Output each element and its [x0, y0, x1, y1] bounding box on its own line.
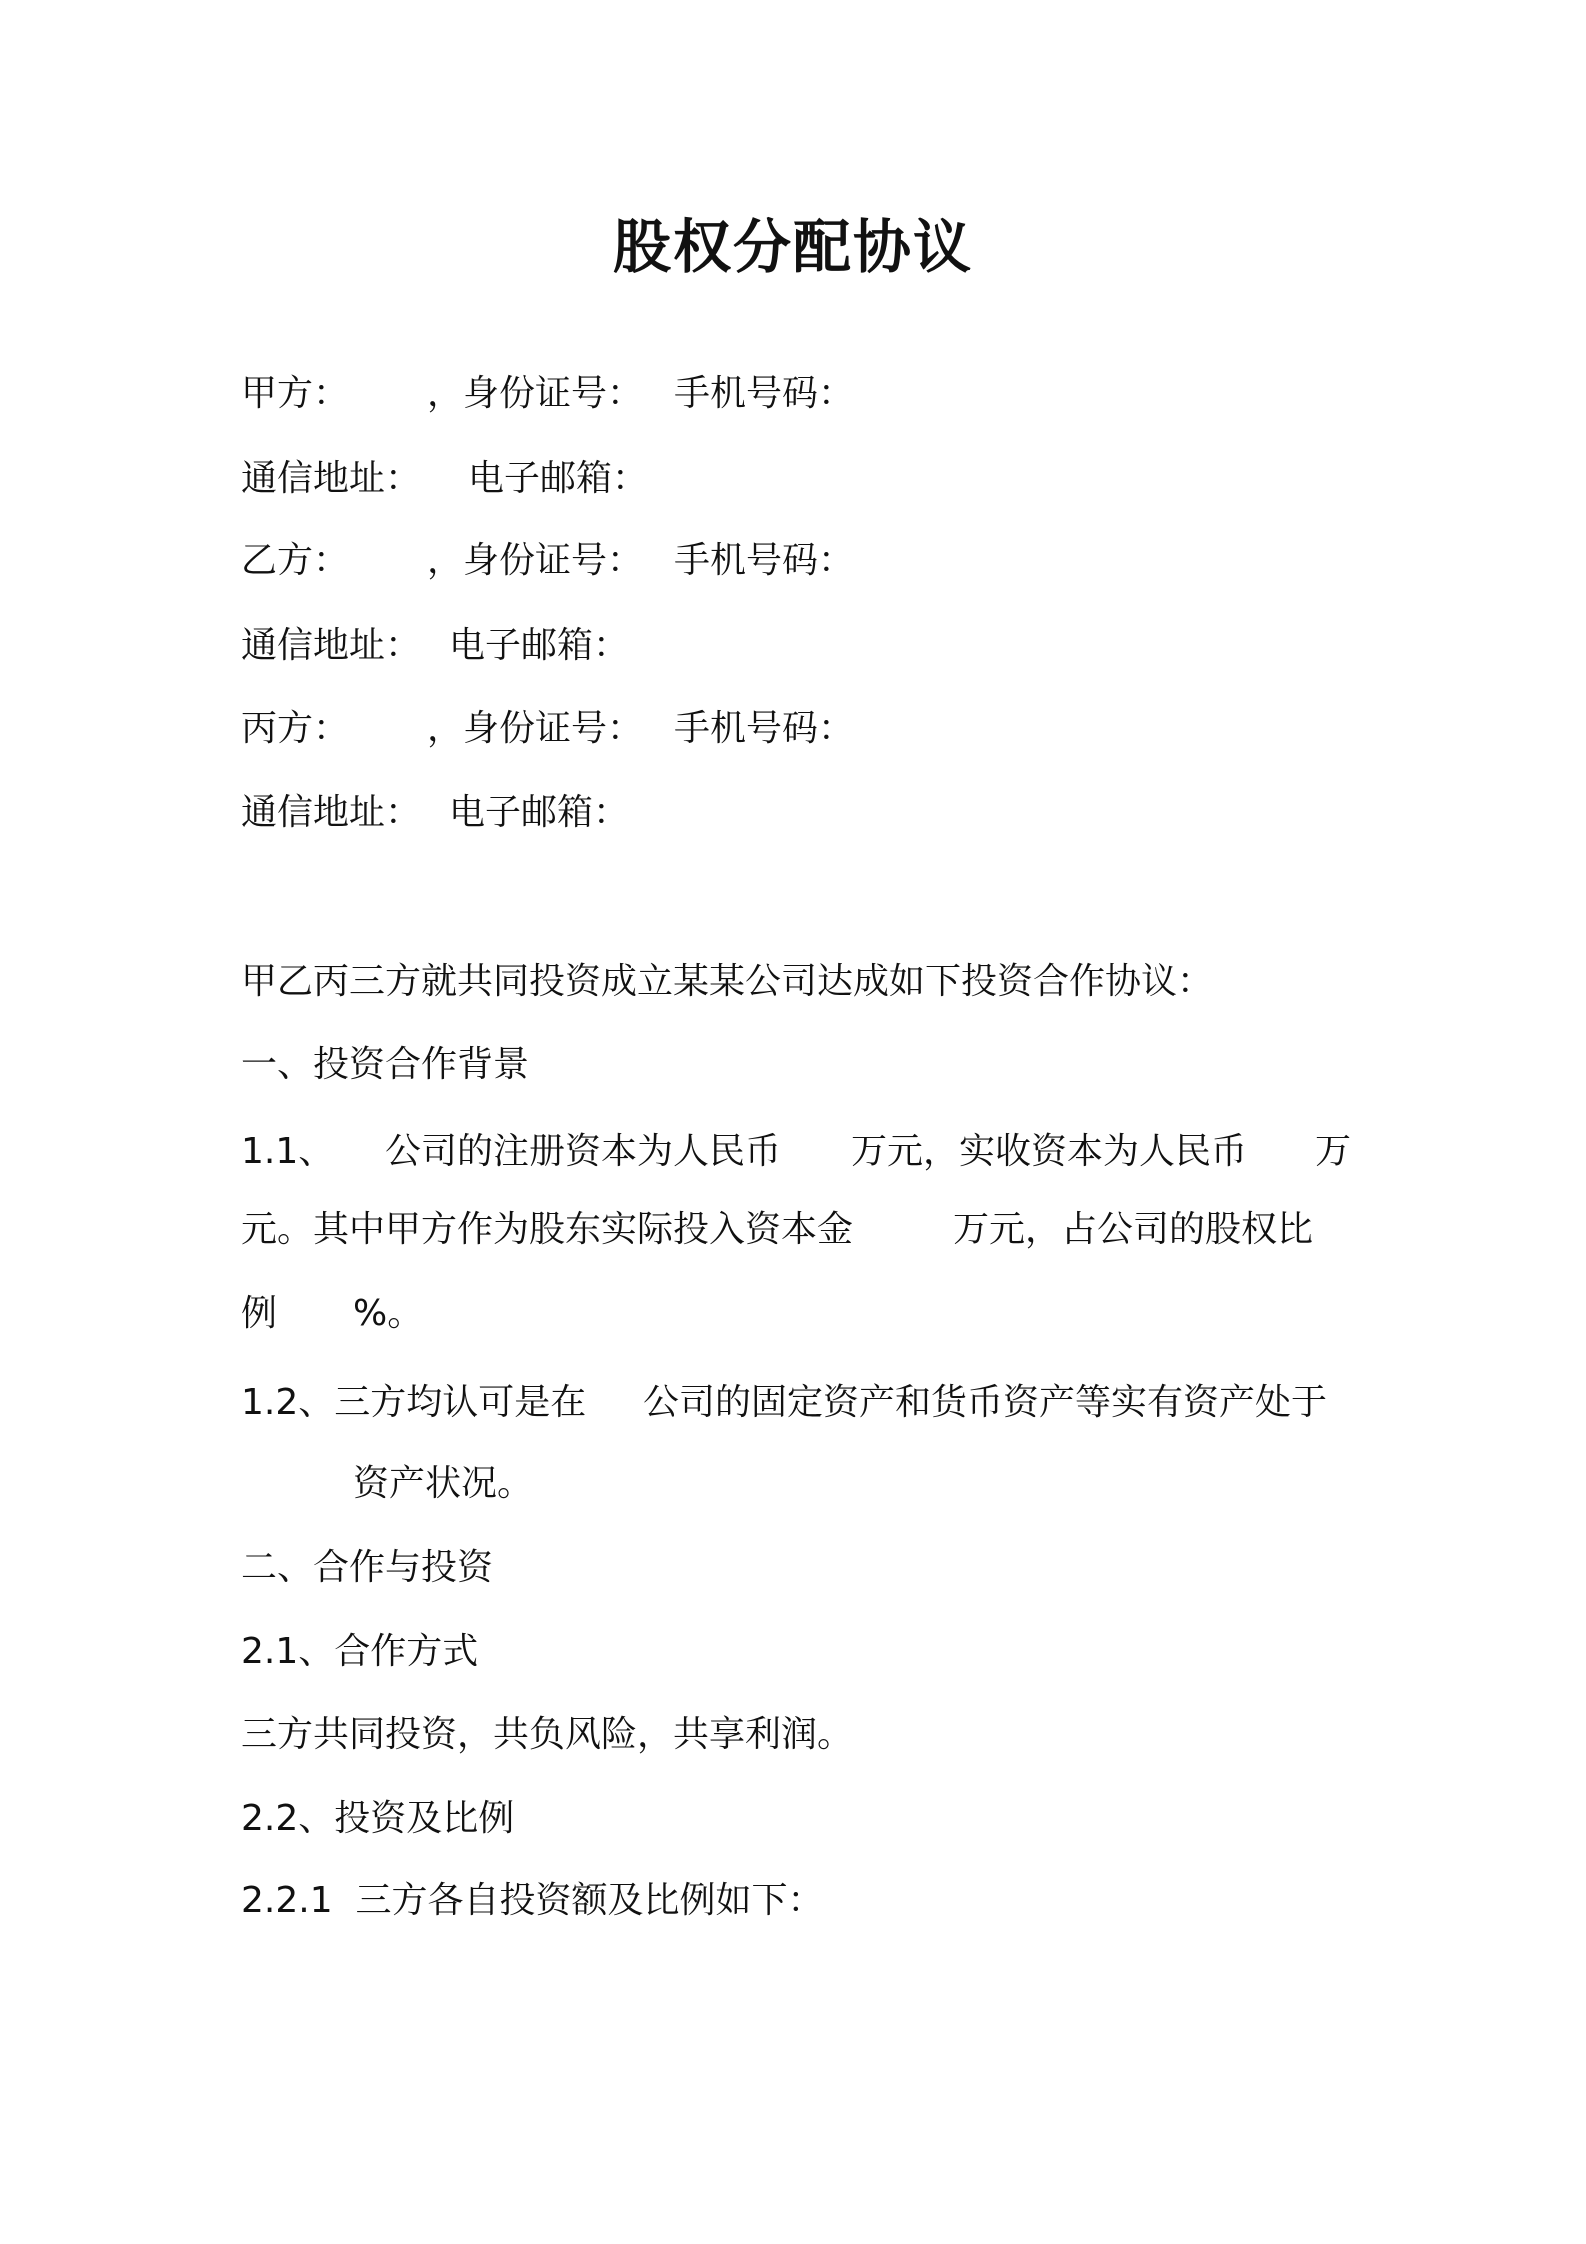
- party-c-name-label: 丙方：: [241, 708, 350, 749]
- party-c-contact-line: [241, 789, 1361, 981]
- party-a-address-label: 通信地址：: [241, 458, 422, 499]
- party-b-email-label: 电子邮箱：: [449, 625, 630, 666]
- section-1-heading: 一、投资合作背景: [241, 1044, 530, 1085]
- party-b-name-label: 乙方：: [241, 540, 350, 581]
- clause-1-1-part-a: 公司的注册资本为人民币: [385, 1131, 782, 1172]
- party-b-address-label: 通信地址：: [241, 625, 422, 666]
- clause-1-1-part-c: 万: [1315, 1131, 1352, 1172]
- clause-1-1-line-3-a: 例: [241, 1293, 278, 1334]
- clause-1-2-line-1-a: 1.2、三方均认可是在: [241, 1382, 587, 1423]
- party-c-email-label: 电子邮箱：: [449, 792, 630, 833]
- clause-1-1-line-2-a: 元。其中甲方作为股东实际投入资本金: [241, 1209, 854, 1250]
- clause-1-2-line-2-text: 资产状况。: [353, 1463, 534, 1504]
- party-a-email-label: 电子邮箱：: [468, 458, 649, 499]
- section-2-heading: 二、合作与投资: [241, 1547, 494, 1588]
- party-a-id-label: ，身份证号：: [427, 373, 644, 414]
- party-c-phone-label: 手机号码：: [674, 708, 855, 749]
- clause-1-2-line-1-b: 公司的固定资产和货币资产等实有资产处于: [643, 1382, 1328, 1423]
- party-c-id-label: ，身份证号：: [427, 708, 644, 749]
- clause-2-1-heading: 2.1、合作方式: [241, 1631, 479, 1672]
- document-title: 股权分配协议: [612, 213, 973, 281]
- clause-1-1-line-2-b: 万元，占公司的股权比: [953, 1209, 1314, 1250]
- clause-1-1-part-b: 万元，实收资本为人民币: [851, 1131, 1248, 1172]
- clause-2-1-text: 三方共同投资，共负风险，共享利润。: [241, 1714, 854, 1755]
- party-a-name-label: 甲方：: [241, 373, 350, 414]
- party-b-id-label: ，身份证号：: [427, 540, 644, 581]
- clause-2-2-heading: 2.2、投资及比例: [241, 1798, 515, 1839]
- clause-1-1-line-3-b: %。: [353, 1293, 424, 1334]
- party-c-address-label: 通信地址：: [241, 792, 422, 833]
- party-a-phone-label: 手机号码：: [674, 373, 855, 414]
- clause-1-1-number: 1.1、: [241, 1131, 335, 1172]
- clause-2-2-1-text: 2.2.1 三方各自投资额及比例如下：: [241, 1880, 824, 1921]
- intro-paragraph: 甲乙丙三方就共同投资成立某某公司达成如下投资合作协议：: [241, 961, 1214, 1002]
- party-b-phone-label: 手机号码：: [674, 540, 855, 581]
